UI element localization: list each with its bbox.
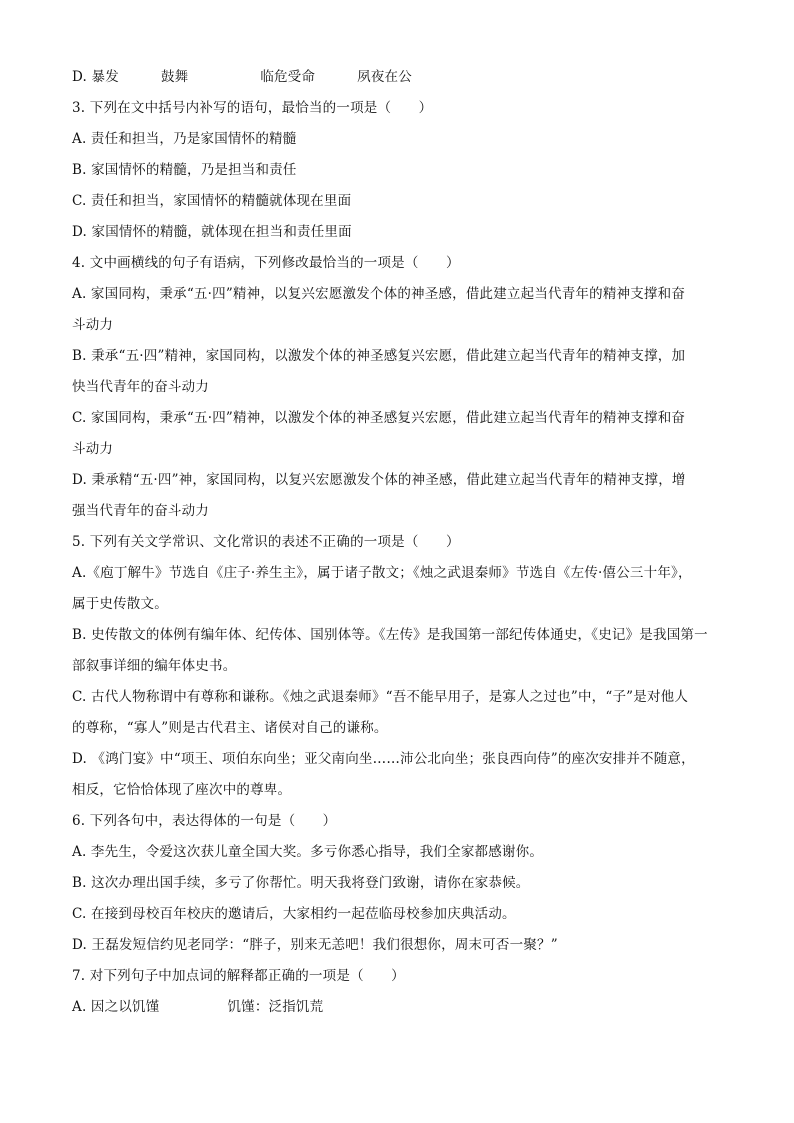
q5-option-a-line2: 属于史传散文。 <box>72 596 168 612</box>
q6-option-b: B. 这次办理出国手续，多亏了你帮忙。明天我将登门致谢，请你在家恭候。 <box>72 875 530 891</box>
q5-option-d-line2: 相反，它恰恰体现了座次中的尊卑。 <box>72 782 292 798</box>
q6-option-a: A. 李先生，令爱这次获儿童全国大奖。多亏你悉心指导，我们全家都感谢你。 <box>72 844 544 860</box>
q5-option-c-line1: C. 古代人物称谓中有尊称和谦称。《烛之武退秦师》“吾不能早用子，是寡人之过也”中，“子”是对他人 <box>72 689 689 705</box>
q5-option-b-line1: B. 史传散文的体例有编年体、纪传体、国别体等。《左传》是我国第一部纪传体通史，《史记》是我国第一 <box>72 627 708 643</box>
q2-option-d <box>72 62 726 93</box>
q4-option-b-line2: 快当代青年的奋斗动力 <box>72 379 209 395</box>
q5-option-a-line1: A.《庖丁解牛》节选自《庄子·养生主》，属于诸子散文；《烛之武退秦师》节选自《左传·僖公三十年》， <box>72 565 692 581</box>
q6-option-d: D. 王磊发短信约见老同学：“胖子，别来无恙吧！我们很想你，周末可否一聚？” <box>72 937 558 953</box>
q5-option-b-line2: 部叙事详细的编年体史书。 <box>72 658 237 674</box>
q4-option-c-line1: C. 家国同构，秉承“五·四”精神，以激发个体的神圣感复兴宏愿，借此建立起当代青年的精神支撑和奋 <box>72 410 686 426</box>
q7-option-a <box>72 992 726 1023</box>
q3-option-c: C. 责任和担当，家国情怀的精髓就体现在里面 <box>72 193 352 209</box>
q5-option-c-line2: 的尊称，“寡人”则是古代君主、诸侯对自己的谦称。 <box>72 720 388 736</box>
q4-option-d-line1: D. 秉承精“五·四”神，家国同构，以复兴宏愿激发个体的神圣感，借此建立起当代青年的精神支撑，增 <box>72 472 686 488</box>
question-3: 3. 下列在文中括号内补写的语句，最恰当的一项是（ ） <box>72 100 433 116</box>
q4-option-a-line1: A. 家国同构，秉承“五·四”精神，以复兴宏愿激发个体的神圣感，借此建立起当代青年的精神支撑和奋 <box>72 286 686 302</box>
q4-option-d-line2: 强当代青年的奋斗动力 <box>72 503 209 519</box>
q5-option-d-line1: D. 《鸿门宴》中“项王、项伯东向坐；亚父南向坐……沛公北向坐；张良西向侍”的座次安排并不随意， <box>72 751 695 767</box>
document-page <box>72 62 726 1023</box>
q3-option-b: B. 家国情怀的精髓，乃是担当和责任 <box>72 162 297 178</box>
question-7: 7. 对下列句子中加点词的解释都正确的一项是（ ） <box>72 968 405 984</box>
question-4: 4. 文中画横线的句子有语病，下列修改最恰当的一项是（ ） <box>72 255 460 271</box>
q7-a-gloss: 饥馑：泛指饥荒 <box>227 999 324 1015</box>
q7-a-sentence: A. 因之以饥馑 <box>72 999 160 1015</box>
question-6: 6. 下列各句中，表达得体的一句是（ ） <box>72 813 337 829</box>
q4-option-a-line2: 斗动力 <box>72 317 114 333</box>
q6-option-c: C. 在接到母校百年校庆的邀请后，大家相约一起莅临母校参加庆典活动。 <box>72 906 516 922</box>
question-5: 5. 下列有关文学常识、文化常识的表述不正确的一项是（ ） <box>72 534 460 550</box>
q2-d-word2: 鼓舞 <box>160 69 189 85</box>
q3-option-d: D. 家国情怀的精髓，就体现在担当和责任里面 <box>72 224 352 240</box>
q3-option-a: A. 责任和担当，乃是家国情怀的精髓 <box>72 131 297 147</box>
q2-d-word1: D. 暴发 <box>72 69 119 85</box>
q4-option-b-line1: B. 秉承“五·四”精神，家国同构，以激发个体的神圣感复兴宏愿，借此建立起当代青年的精神支撑，加 <box>72 348 686 364</box>
q2-d-word3: 临危受命 <box>260 69 316 85</box>
q2-d-word4: 夙夜在公 <box>357 69 412 85</box>
q4-option-c-line2: 斗动力 <box>72 441 114 457</box>
